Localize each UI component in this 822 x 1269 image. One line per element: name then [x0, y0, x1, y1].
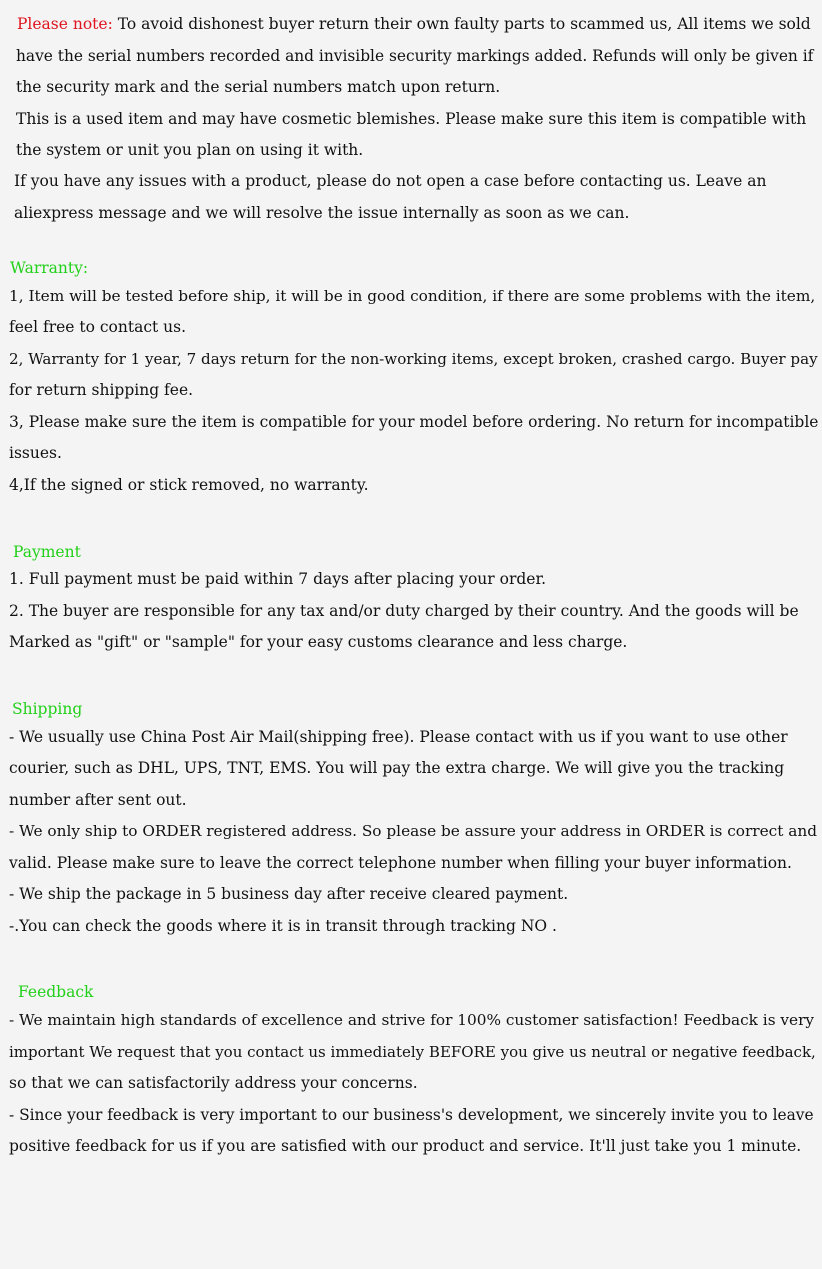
notice-first-line	[17, 14, 811, 34]
payment-line: 2. The buyer are responsible for any tax and/or duty charged by their country. And the goods will be	[9, 602, 799, 620]
shipping-line: number after sent out.	[9, 791, 187, 809]
payment-line: 1. Full payment must be paid within 7 days after placing your order.	[9, 570, 547, 588]
warranty-line: 4,If the signed or stick removed, no warranty.	[9, 476, 369, 494]
warranty-line: 1, Item will be tested before ship, it will be in good condition, if there are some problems with the item,	[9, 287, 816, 305]
shipping-line: - We ship the package in 5 business day after receive cleared payment.	[9, 885, 569, 903]
warranty-line: issues.	[9, 444, 62, 462]
shipping-line: courier, such as DHL, UPS, TNT, EMS. You will pay the extra charge. We will give you the tracking	[9, 759, 785, 777]
warranty-line: feel free to contact us.	[9, 318, 187, 336]
shipping-line: - We only ship to ORDER registered address. So please be assure your address in ORDER is correct and	[9, 822, 817, 840]
notice-line: If you have any issues with a product, please do not open a case before contacting us. Leave an	[14, 172, 767, 190]
warranty-line: for return shipping fee.	[9, 381, 194, 399]
warranty-line: 2, Warranty for 1 year, 7 days return for the non-working items, except broken, crashed cargo. Buyer pay	[9, 350, 818, 368]
notice-label: Please note:	[17, 15, 113, 33]
feedback-line: so that we can satisfactorily address your concerns.	[9, 1074, 418, 1092]
shipping-line: - We usually use China Post Air Mail(shipping free). Please contact with us if you want to use other	[9, 728, 788, 746]
warranty-line: 3, Please make sure the item is compatible for your model before ordering. No return for incompatible	[9, 413, 819, 431]
feedback-line: - Since your feedback is very important to our business's development, we sincerely invite you to leave	[9, 1106, 814, 1124]
payment-heading: Payment	[13, 543, 81, 561]
notice-line: the system or unit you plan on using it with.	[16, 141, 364, 159]
feedback-line: positive feedback for us if you are satisfied with our product and service. It'll just take you 1 minute.	[9, 1137, 802, 1155]
payment-line: Marked as "gift" or "sample" for your easy customs clearance and less charge.	[9, 633, 628, 651]
shipping-heading: Shipping	[12, 700, 83, 718]
notice-line: the security mark and the serial numbers match upon return.	[16, 78, 501, 96]
shipping-line: valid. Please make sure to leave the correct telephone number when filling your buyer information.	[9, 854, 792, 872]
notice-line: have the serial numbers recorded and invisible security markings added. Refunds will only be given if	[16, 47, 814, 65]
notice-line: This is a used item and may have cosmetic blemishes. Please make sure this item is compatible with	[16, 110, 807, 128]
feedback-heading: Feedback	[18, 983, 94, 1001]
feedback-line: - We maintain high standards of excellence and strive for 100% customer satisfaction! Feedback is very	[9, 1011, 815, 1029]
notice-first-line-text: To avoid dishonest buyer return their own faulty parts to scammed us, All items we sold	[112, 15, 811, 33]
warranty-heading: Warranty:	[10, 259, 89, 277]
shipping-line: -.You can check the goods where it is in transit through tracking NO .	[9, 917, 557, 935]
notice-line: aliexpress message and we will resolve the issue internally as soon as we can.	[14, 204, 630, 222]
feedback-line: important We request that you contact us immediately BEFORE you give us neutral or negative feedback,	[9, 1043, 816, 1061]
